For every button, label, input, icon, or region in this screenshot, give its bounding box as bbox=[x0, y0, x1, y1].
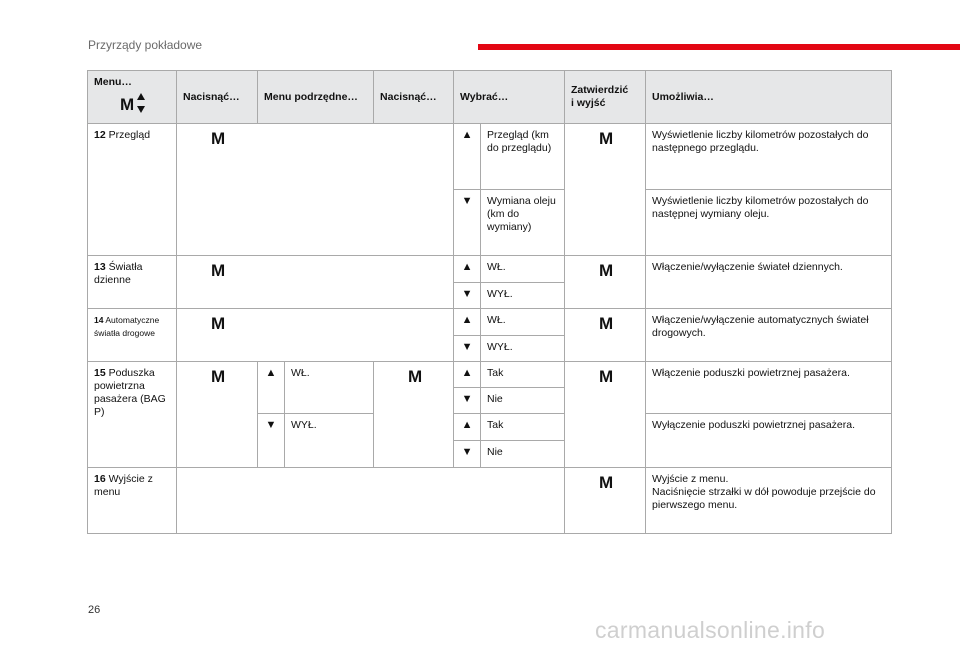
table-row bbox=[88, 124, 892, 190]
menu-number: 13 bbox=[94, 261, 106, 273]
menu-name: Poduszka powietrzna pasażera (BAG P) bbox=[94, 367, 166, 418]
down-arrow-icon: ▼ bbox=[454, 283, 481, 309]
press-cell-2 bbox=[374, 362, 454, 468]
up-arrow-icon: ▲ bbox=[454, 362, 481, 388]
down-arrow-icon: ▼ bbox=[454, 388, 481, 414]
description-text: Wyświetlenie liczby kilometrów pozostałych do następnego przeglądu. bbox=[646, 124, 892, 190]
table-row bbox=[88, 362, 892, 388]
header-press-1: Nacisnąć… bbox=[177, 71, 258, 124]
down-arrow-icon: ▼ bbox=[454, 336, 481, 362]
up-arrow-icon: ▲ bbox=[454, 414, 481, 441]
header-confirm-line1: Zatwierdzić bbox=[571, 84, 629, 96]
menu-name: Automatyczne światła drogowe bbox=[94, 315, 160, 338]
menu-number: 12 bbox=[94, 129, 106, 141]
press-cell bbox=[177, 362, 258, 468]
m-button-icon: M bbox=[599, 261, 614, 280]
header-menu-label: Menu… bbox=[94, 76, 132, 88]
option-text: WŁ. bbox=[481, 256, 565, 283]
header-confirm-line2: i wyjść bbox=[571, 97, 606, 109]
m-button-icon: M bbox=[599, 314, 614, 333]
press-cell bbox=[177, 124, 454, 256]
option-text: WYŁ. bbox=[481, 283, 565, 309]
option-text: Tak bbox=[481, 414, 565, 441]
submenu-text: WYŁ. bbox=[285, 414, 374, 468]
option-text: Nie bbox=[481, 441, 565, 468]
menu-cell bbox=[88, 362, 177, 468]
header-select: Wybrać… bbox=[454, 71, 565, 124]
option-text: WŁ. bbox=[481, 309, 565, 336]
confirm-cell bbox=[565, 468, 646, 534]
table-row bbox=[88, 256, 892, 283]
m-button-icon: M bbox=[599, 473, 614, 492]
m-button-icon: M bbox=[408, 367, 423, 386]
up-arrow-icon: ▲ bbox=[454, 124, 481, 190]
option-text: WYŁ. bbox=[481, 336, 565, 362]
menu-name: Przegląd bbox=[108, 129, 151, 141]
page-number: 26 bbox=[88, 604, 101, 616]
description-text: Włączenie/wyłączenie automatycznych świateł drogowych. bbox=[646, 309, 892, 362]
menu-number: 16 bbox=[94, 473, 106, 485]
down-arrow-icon: ▼ bbox=[454, 190, 481, 256]
confirm-cell bbox=[565, 124, 646, 256]
up-arrow-icon: ▲ bbox=[258, 362, 285, 414]
m-button-icon: M bbox=[599, 367, 614, 386]
header-confirm bbox=[565, 71, 646, 124]
m-button-icon: M bbox=[211, 314, 226, 333]
section-title: Przyrządy pokładowe bbox=[88, 38, 203, 52]
menu-number: 15 bbox=[94, 367, 106, 379]
confirm-cell bbox=[565, 362, 646, 468]
option-text: Przegląd (km do przeglądu) bbox=[481, 124, 565, 190]
header-enables: Umożliwia… bbox=[646, 71, 892, 124]
menu-name: Światła dzienne bbox=[94, 261, 143, 286]
menu-arrows-icon bbox=[120, 92, 146, 114]
description-line-1: Wyjście z menu. bbox=[652, 473, 729, 485]
menu-table bbox=[87, 70, 892, 534]
menu-cell bbox=[88, 124, 177, 256]
m-button-icon: M bbox=[599, 129, 614, 148]
table-row bbox=[88, 309, 892, 336]
description-text: Włączenie poduszki powietrznej pasażera. bbox=[646, 362, 892, 414]
section-accent-bar bbox=[478, 44, 960, 50]
press-cell bbox=[177, 256, 454, 309]
confirm-cell bbox=[565, 309, 646, 362]
menu-number: 14 bbox=[94, 315, 104, 325]
submenu-text: WŁ. bbox=[285, 362, 374, 414]
table-header-row bbox=[88, 71, 892, 124]
m-button-icon: M bbox=[211, 367, 226, 386]
menu-cell bbox=[88, 309, 177, 362]
empty-cell bbox=[177, 468, 565, 534]
menu-cell bbox=[88, 468, 177, 534]
option-text: Nie bbox=[481, 388, 565, 414]
option-text: Wymiana oleju (km do wymiany) bbox=[481, 190, 565, 256]
down-arrow-icon: ▼ bbox=[454, 441, 481, 468]
header-menu bbox=[88, 71, 177, 124]
m-button-icon: M bbox=[211, 129, 226, 148]
menu-cell bbox=[88, 256, 177, 309]
down-arrow-icon: ▼ bbox=[258, 414, 285, 468]
svg-text:M: M bbox=[120, 95, 135, 114]
description-line-2: Naciśnięcie strzałki w dół powoduje przejście do pierwszego menu. bbox=[652, 486, 876, 511]
confirm-cell bbox=[565, 256, 646, 309]
header-press-2: Nacisnąć… bbox=[374, 71, 454, 124]
description-text bbox=[646, 468, 892, 534]
description-text: Wyświetlenie liczby kilometrów pozostałych do następnej wymiany oleju. bbox=[646, 190, 892, 256]
watermark: carmanualsonline.info bbox=[595, 617, 826, 643]
menu-name: Wyjście z menu bbox=[94, 473, 153, 498]
description-text: Włączenie/wyłączenie świateł dziennych. bbox=[646, 256, 892, 309]
press-cell bbox=[177, 309, 454, 362]
description-text: Wyłączenie poduszki powietrznej pasażera. bbox=[646, 414, 892, 468]
m-button-icon: M bbox=[211, 261, 226, 280]
option-text: Tak bbox=[481, 362, 565, 388]
up-arrow-icon: ▲ bbox=[454, 256, 481, 283]
up-arrow-icon: ▲ bbox=[454, 309, 481, 336]
header-submenu: Menu podrzędne… bbox=[258, 71, 374, 124]
table-row bbox=[88, 468, 892, 534]
